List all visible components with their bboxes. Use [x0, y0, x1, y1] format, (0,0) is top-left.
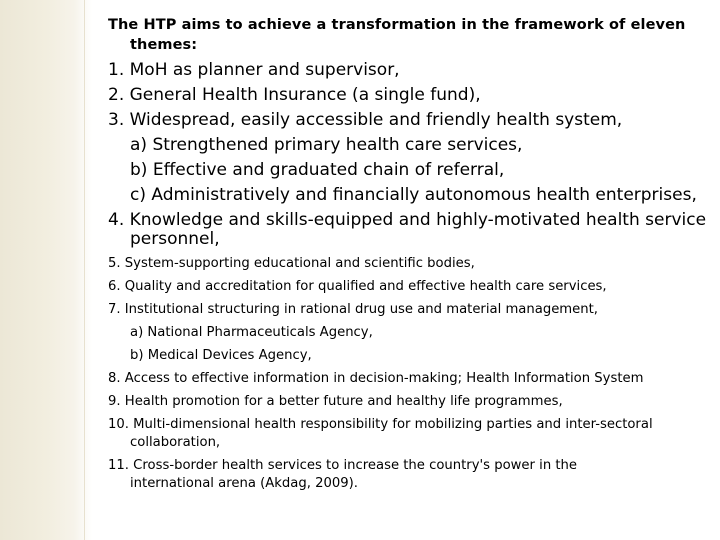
theme-item-5: 5. System-supporting educational and scientific bodies, — [108, 256, 475, 271]
theme-item-4: 4. Knowledge and skills-equipped and highly-motivated health service — [108, 210, 707, 230]
theme-item-8: 8. Access to effective information in decision-making; Health Information System — [108, 371, 644, 386]
theme-item-7b: b) Medical Devices Agency, — [130, 348, 312, 363]
theme-item-10-cont: collaboration, — [130, 435, 221, 450]
theme-item-9: 9. Health promotion for a better future and healthy life programmes, — [108, 394, 563, 409]
heading-line-1: The HTP aims to achieve a transformation in the framework of eleven — [108, 17, 686, 33]
theme-item-3c: c) Administratively and financially autonomous health enterprises, — [130, 185, 697, 205]
theme-item-7a: a) National Pharmaceuticals Agency, — [130, 325, 373, 340]
theme-item-10: 10. Multi-dimensional health responsibility for mobilizing parties and inter-sectoral — [108, 417, 653, 432]
theme-item-1: 1. MoH as planner and supervisor, — [108, 60, 400, 80]
theme-item-3b: b) Effective and graduated chain of referral, — [130, 160, 505, 180]
theme-item-11: 11. Cross-border health services to increase the country's power in the — [108, 458, 578, 473]
theme-item-2: 2. General Health Insurance (a single fund), — [108, 85, 481, 105]
theme-item-3a: a) Strengthened primary health care services, — [130, 135, 523, 155]
theme-item-4-cont: personnel, — [130, 229, 220, 249]
heading-line-2: themes: — [130, 37, 198, 53]
theme-item-3: 3. Widespread, easily accessible and friendly health system, — [108, 110, 623, 130]
theme-item-7: 7. Institutional structuring in rational drug use and material management, — [108, 302, 598, 317]
theme-item-6: 6. Quality and accreditation for qualified and effective health care services, — [108, 279, 607, 294]
theme-item-11-cont: international arena (Akdag, 2009). — [130, 476, 358, 491]
